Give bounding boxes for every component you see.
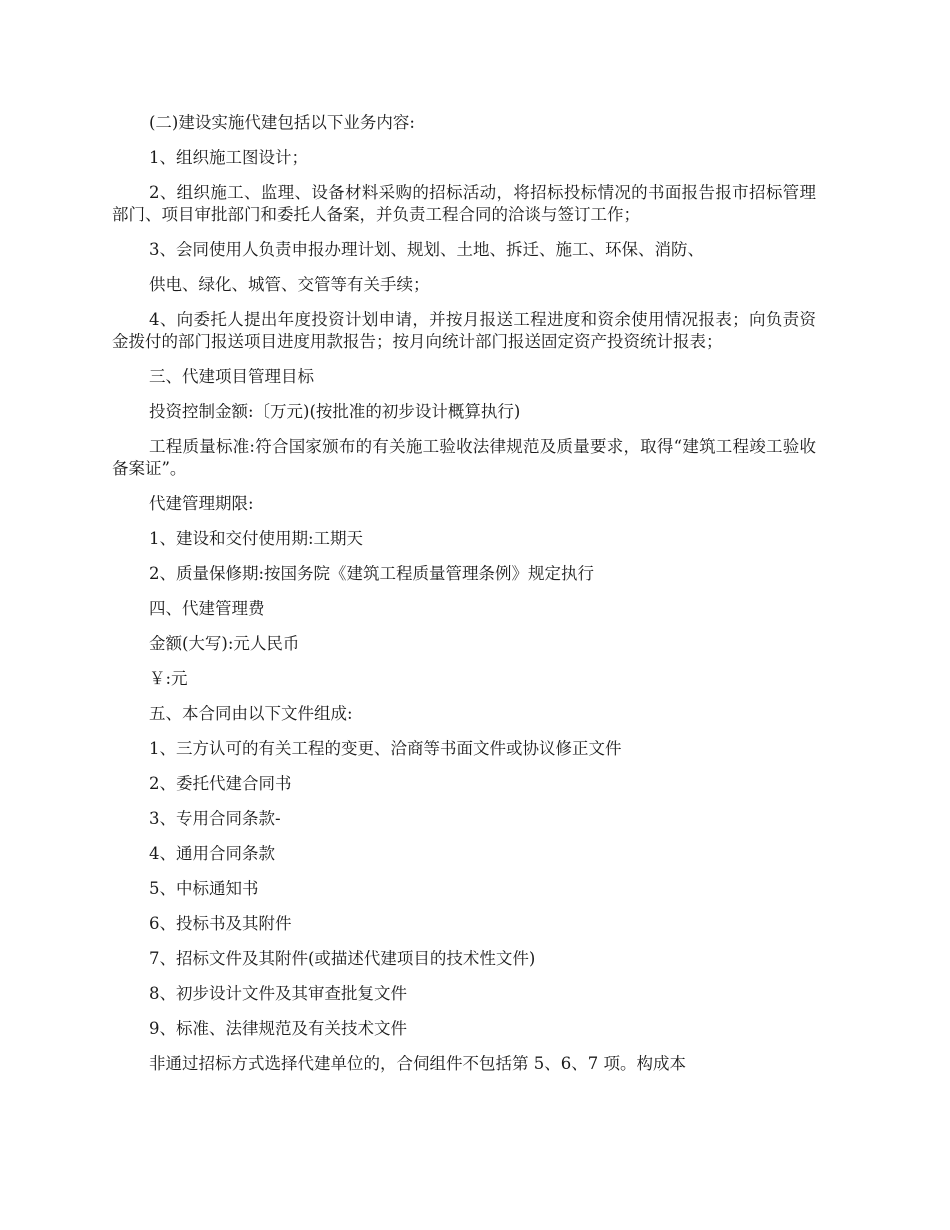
paragraph-fee-amount-figures: ￥:元: [149, 669, 188, 688]
paragraph-non-bidding-note: 非通过招标方式选择代建单位的，合伺组件不包括第 5、6、7 项。构成本: [149, 1054, 686, 1073]
paragraph-item-4-reporting: 4、向委托人提出年度投资计划申请，并按月报送工程进度和资余使用情况报表；向负责资金拨付的部门报送项目进度用款报告；按月向统计部门报送固定资产投资统计报表；: [112, 310, 816, 351]
list-item-document-2: 2、委托代建合同书: [149, 774, 292, 793]
section-heading-management-fee: 四、代建管理费: [149, 599, 265, 618]
paragraph-fee-amount-words: 金额(大写):元人民币: [149, 634, 300, 653]
section-heading-management-goals: 三、代建项目管理目标: [149, 367, 314, 386]
list-item-document-7: 7、招标文件及其附件(或描述代建项目的技术性文件): [149, 949, 536, 968]
section-heading-contract-documents: 五、本合同由以下文件组成:: [149, 704, 353, 723]
list-item-document-3: 3、专用合同条款-: [149, 809, 281, 828]
paragraph-construction-period: 1、建设和交付使用期:工期天: [149, 529, 364, 548]
list-item-document-9: 9、标准、法律规范及有关技术文件: [149, 1019, 407, 1038]
paragraph-item-3-procedures: 3、会同使用人负责申报办理计划、规划、土地、拆迁、施工、环保、消防、: [149, 240, 704, 259]
list-item-document-6: 6、投标书及其附件: [149, 914, 292, 933]
paragraph-investment-control: 投资控制金额:〔万元)(按批准的初步设计概算执行): [149, 402, 521, 421]
list-item-document-5: 5、中标通知书: [149, 879, 259, 898]
paragraph-management-period: 代建管理期限:: [149, 494, 254, 513]
paragraph-quality-standard: 工程质量标准:符合国家颁布的有关施工验收法律规范及质量要求，取得“建筑工程竣工验收备案证”。: [112, 437, 816, 478]
list-item-document-4: 4、通用合同条款: [149, 844, 275, 863]
list-item-document-8: 8、初步设计文件及其审查批复文件: [149, 984, 407, 1003]
paragraph-item-3-continued: 供电、绿化、城管、交管等有关手续；: [149, 275, 430, 294]
paragraph-warranty-period: 2、质量保修期:按国务院《建筑工程质量管理条例》规定执行: [149, 564, 595, 583]
paragraph-item-1-design: 1、组织施工图设计；: [149, 148, 308, 167]
list-item-document-1: 1、三方认可的有关工程的变更、洽商等书面文件或协议修正文件: [149, 739, 622, 758]
paragraph-business-scope-heading: (二)建设实施代建包括以下业务内容:: [149, 113, 415, 132]
paragraph-item-2-bidding: 2、组织施工、监理、设备材料采购的招标活动，将招标投标情况的书面报告报市招标管理部门、项目审批部门和委托人备案，并负责工程合同的洽谈与签订工作；: [112, 183, 816, 224]
